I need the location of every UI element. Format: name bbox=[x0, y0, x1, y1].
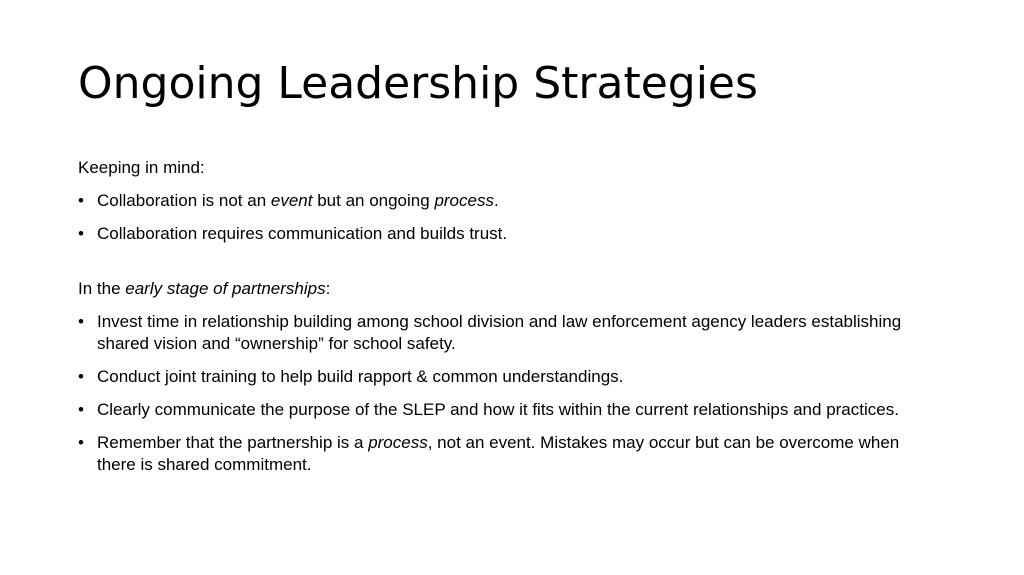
bullet-icon: • bbox=[78, 312, 84, 331]
text-run: Remember that the partnership is a bbox=[97, 433, 369, 452]
emphasis-text: process bbox=[434, 191, 494, 210]
text-run: Collaboration is not an bbox=[97, 191, 271, 210]
emphasis-text: process bbox=[368, 433, 428, 452]
section-spacer bbox=[78, 256, 938, 278]
list-item bbox=[78, 399, 938, 421]
emphasis-text: early stage of partnerships bbox=[125, 279, 326, 298]
list-item-text bbox=[97, 191, 499, 210]
list-item bbox=[78, 366, 938, 388]
list-item bbox=[78, 190, 938, 212]
bullet-icon: • bbox=[78, 224, 84, 243]
bullet-icon: • bbox=[78, 400, 84, 419]
list-item-text: Collaboration requires communication and builds trust. bbox=[97, 224, 508, 243]
bullet-icon: • bbox=[78, 433, 84, 452]
text-run: . bbox=[493, 191, 499, 210]
list-item-text: Conduct joint training to help build rapport & common understandings. bbox=[97, 367, 624, 386]
slide-body bbox=[78, 157, 938, 487]
text-run: : bbox=[325, 279, 331, 298]
emphasis-text: event bbox=[270, 191, 313, 210]
list-item-text: Clearly communicate the purpose of the SLEP and how it fits within the current relationships and practices. bbox=[97, 400, 899, 419]
bullet-icon: • bbox=[78, 191, 84, 210]
text-run: In the bbox=[78, 279, 126, 298]
list-item bbox=[78, 311, 938, 355]
section2-intro bbox=[78, 278, 938, 300]
section1-bullet-list bbox=[78, 190, 938, 245]
section2-bullet-list bbox=[78, 311, 938, 476]
text-run: but an ongoing bbox=[312, 191, 435, 210]
list-item-text: Invest time in relationship building among school division and law enforcement agency leaders establishing shared vision and “ownership” for school safety. bbox=[97, 312, 902, 353]
text-run: , not an event. Mistakes may occur but can be overcome when there is shared commitment. bbox=[97, 433, 900, 474]
list-item bbox=[78, 223, 938, 245]
list-item-text bbox=[97, 433, 899, 474]
section1-intro: Keeping in mind: bbox=[78, 158, 205, 177]
list-item bbox=[78, 432, 938, 476]
bullet-icon: • bbox=[78, 367, 84, 386]
slide-title: Ongoing Leadership Strategies bbox=[78, 58, 758, 109]
